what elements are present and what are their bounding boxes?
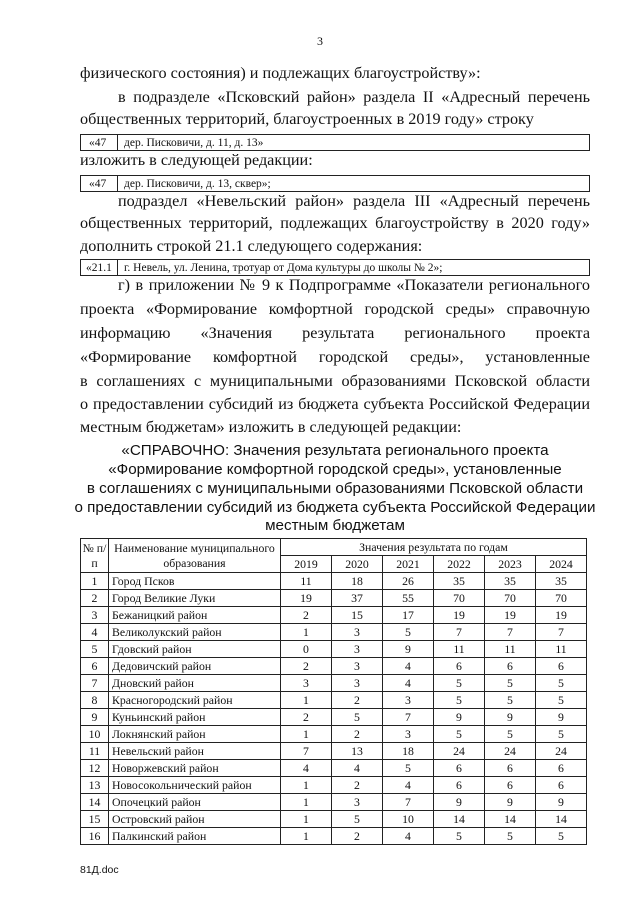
value-cell: 9 [485,794,536,811]
value-cell: 3 [332,658,383,675]
value-cell: 1 [281,777,332,794]
value-cell: 6 [536,777,587,794]
paragraph-line: общественных территорий, благоустроенных в 2019 году» строку [80,110,534,128]
value-cell: 3 [332,641,383,658]
value-cell: 9 [536,794,587,811]
value-cell: 2 [281,709,332,726]
page-number: 3 [317,34,323,48]
paragraph-line: в соглашениях с муниципальными образованиями Псковской области [80,372,590,390]
paragraph-line: дополнить строкой 21.1 следующего содержания: [80,237,423,255]
value-cell: 6 [485,777,536,794]
municipality-cell: Дновский район [109,675,281,692]
municipality-cell: Новоржевский район [109,760,281,777]
value-cell: 5 [536,828,587,845]
table-row [81,726,587,743]
value-cell: 11 [485,641,536,658]
table-row [81,658,587,675]
municipality-cell: Палкинский район [109,828,281,845]
value-cell: 5 [332,709,383,726]
value-cell: 15 [332,607,383,624]
table-row [81,607,587,624]
value-cell: 5 [434,726,485,743]
municipality-cell: Дедовичский район [109,658,281,675]
paragraph-line: общественных территорий, подлежащих благоустройству в 2020 году» [80,214,590,232]
value-cell: 19 [434,607,485,624]
row-number: «47 [81,176,118,191]
row-number-cell: 1 [81,573,109,590]
value-cell: 2 [281,607,332,624]
reference-title-line: «Формирование комфортной городской среды», установленные [108,461,562,478]
value-cell: 70 [434,590,485,607]
row-number: «21.1 [81,260,118,275]
value-cell: 7 [485,624,536,641]
value-cell: 5 [485,675,536,692]
header-municipality: Наименование муниципального образования [109,539,281,573]
header-number: № п/п [81,539,109,573]
value-cell: 26 [383,573,434,590]
value-cell: 3 [332,624,383,641]
value-cell: 35 [434,573,485,590]
value-cell: 0 [281,641,332,658]
municipality-cell: Бежаницкий район [109,607,281,624]
reference-title-line: в соглашениях с муниципальными образованиями Псковской области [86,480,584,497]
value-cell: 17 [383,607,434,624]
value-cell: 5 [536,692,587,709]
value-cell: 35 [485,573,536,590]
value-cell: 24 [434,743,485,760]
header-year: 2023 [485,556,536,573]
row-number-cell: 3 [81,607,109,624]
row-number-cell: 5 [81,641,109,658]
paragraph-line: местным бюджетам» изложить в следующей редакции: [80,418,462,436]
municipality-cell: Куньинский район [109,709,281,726]
value-cell: 5 [383,624,434,641]
value-cell: 7 [281,743,332,760]
value-cell: 5 [383,760,434,777]
row-number-cell: 7 [81,675,109,692]
value-cell: 2 [332,726,383,743]
value-cell: 1 [281,726,332,743]
table-row [81,794,587,811]
table-row [81,709,587,726]
row-number: «47 [81,135,118,150]
value-cell: 9 [536,709,587,726]
value-cell: 14 [434,811,485,828]
reference-title-line: «СПРАВОЧНО: Значения результата регионального проекта [121,442,549,459]
row-number-cell: 12 [81,760,109,777]
paragraph-line: в подразделе «Псковский район» раздела II «Адресный перечень [118,88,590,106]
table-row [81,828,587,845]
value-cell: 6 [536,658,587,675]
value-cell: 3 [383,726,434,743]
row-number-cell: 2 [81,590,109,607]
row-number-cell: 6 [81,658,109,675]
value-cell: 11 [434,641,485,658]
value-cell: 3 [383,692,434,709]
table-row [81,777,587,794]
row-number-cell: 13 [81,777,109,794]
header-year: 2019 [281,556,332,573]
table-row [81,692,587,709]
value-cell: 6 [485,760,536,777]
value-cell: 5 [434,828,485,845]
value-cell: 4 [281,760,332,777]
value-cell: 6 [434,760,485,777]
value-cell: 1 [281,811,332,828]
value-cell: 6 [434,658,485,675]
value-cell: 19 [281,590,332,607]
value-cell: 5 [536,675,587,692]
paragraph-line: изложить в следующей редакции: [80,151,313,169]
value-cell: 5 [332,811,383,828]
value-cell: 70 [536,590,587,607]
table-row [81,573,587,590]
row-number-cell: 8 [81,692,109,709]
reference-title-line: местным бюджетам [265,517,405,534]
value-cell: 5 [485,828,536,845]
reference-title-line: о предоставлении субсидий из бюджета субъекта Российской Федерации [74,499,596,516]
value-cell: 5 [434,675,485,692]
value-cell: 6 [434,777,485,794]
value-cell: 24 [536,743,587,760]
value-cell: 14 [485,811,536,828]
municipality-cell: Великолукский район [109,624,281,641]
value-cell: 2 [332,828,383,845]
row-number-cell: 16 [81,828,109,845]
municipality-cell: Новосокольнический район [109,777,281,794]
row-address: дер. Писковичи, д. 11, д. 13» [124,137,264,149]
municipality-cell: Красногородский район [109,692,281,709]
value-cell: 13 [332,743,383,760]
value-cell: 7 [536,624,587,641]
value-cell: 1 [281,794,332,811]
table-row [81,811,587,828]
value-cell: 4 [383,675,434,692]
value-cell: 2 [332,692,383,709]
value-cell: 18 [332,573,383,590]
value-cell: 4 [383,777,434,794]
row-number-cell: 11 [81,743,109,760]
value-cell: 5 [485,692,536,709]
municipality-cell: Город Великие Луки [109,590,281,607]
value-cell: 7 [434,624,485,641]
table-row [81,675,587,692]
paragraph-line: информацию «Значения результата регионального проекта [80,324,590,342]
row-number-cell: 4 [81,624,109,641]
header-year: 2024 [536,556,587,573]
header-year: 2020 [332,556,383,573]
value-cell: 4 [383,658,434,675]
value-cell: 1 [281,624,332,641]
paragraph-line: проекта «Формирование комфортной городской среды» справочную [80,300,590,318]
municipality-cell: Островский район [109,811,281,828]
results-table [80,538,587,845]
value-cell: 19 [485,607,536,624]
value-cell: 6 [536,760,587,777]
row-address: дер. Писковичи, д. 13, сквер»; [124,178,271,190]
value-cell: 2 [281,658,332,675]
value-cell: 18 [383,743,434,760]
table-body [81,573,587,845]
municipality-cell: Невельский район [109,743,281,760]
value-cell: 19 [536,607,587,624]
municipality-cell: Опочецкий район [109,794,281,811]
row-number-cell: 9 [81,709,109,726]
municipality-cell: Гдовский район [109,641,281,658]
table-row [81,641,587,658]
paragraph-line: физического состояния) и подлежащих благоустройству»: [80,64,481,82]
value-cell: 1 [281,692,332,709]
file-name-footer: 81Д.doc [80,864,119,876]
value-cell: 7 [383,709,434,726]
value-cell: 9 [485,709,536,726]
value-cell: 37 [332,590,383,607]
row-number-cell: 10 [81,726,109,743]
value-cell: 6 [485,658,536,675]
row-number-cell: 14 [81,794,109,811]
value-cell: 11 [281,573,332,590]
header-year: 2021 [383,556,434,573]
paragraph-line: «Формирование комфортной городской среды», установленные [80,348,590,366]
value-cell: 35 [536,573,587,590]
row-number-cell: 15 [81,811,109,828]
value-cell: 5 [536,726,587,743]
table-row [81,624,587,641]
value-cell: 9 [434,794,485,811]
value-cell: 3 [281,675,332,692]
municipality-cell: Город Псков [109,573,281,590]
paragraph-line: о предоставлении субсидий из бюджета субъекта Российской Федерации [80,395,590,413]
value-cell: 10 [383,811,434,828]
value-cell: 5 [434,692,485,709]
value-cell: 24 [485,743,536,760]
paragraph-line: подраздел «Невельский район» раздела III «Адресный перечень [118,192,590,210]
value-cell: 55 [383,590,434,607]
value-cell: 4 [383,828,434,845]
paragraph-line: г) в приложении № 9 к Подпрограмме «Показатели регионального [118,276,590,294]
municipality-cell: Локнянский район [109,726,281,743]
value-cell: 9 [434,709,485,726]
value-cell: 9 [383,641,434,658]
table-row [81,743,587,760]
value-cell: 4 [332,760,383,777]
value-cell: 14 [536,811,587,828]
header-values-by-year: Значения результата по годам [281,539,587,556]
value-cell: 5 [485,726,536,743]
value-cell: 70 [485,590,536,607]
value-cell: 1 [281,828,332,845]
value-cell: 3 [332,794,383,811]
value-cell: 7 [383,794,434,811]
header-year: 2022 [434,556,485,573]
row-address: г. Невель, ул. Ленина, тротуар от Дома культуры до школы № 2»; [124,262,443,274]
table-row [81,760,587,777]
value-cell: 3 [332,675,383,692]
table-row [81,590,587,607]
value-cell: 2 [332,777,383,794]
value-cell: 11 [536,641,587,658]
